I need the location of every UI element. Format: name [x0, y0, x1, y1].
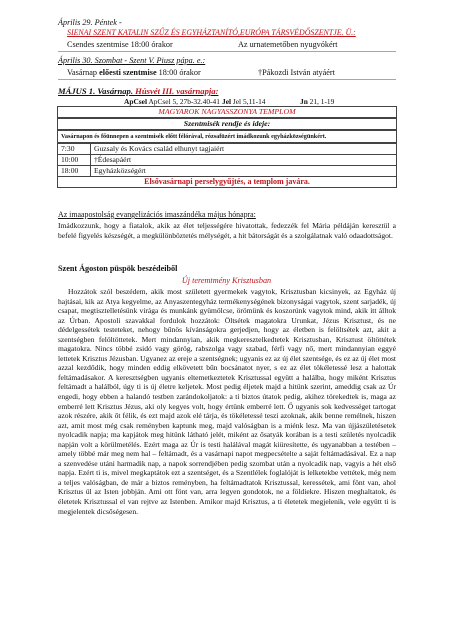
schedule-intention: †Édesapáért — [91, 155, 397, 166]
mass-schedule — [57, 143, 397, 188]
divider — [58, 79, 396, 80]
order-title: Szentmisék rendje és ideje: — [183, 119, 271, 128]
apr29-mass-note: Az urnatemetőben nyugvókért — [238, 40, 338, 49]
order-box — [57, 118, 397, 130]
apr30-day: Április 30. Szombat - Szent V. Piusz pápa. e.: — [58, 56, 206, 65]
apr29-day: Április 29. Péntek - — [58, 18, 122, 27]
church-name: MAGYAROK NAGYASSZONYA TEMPLOM — [158, 107, 296, 116]
apr30-intention: †Pákozdi István atyáért — [258, 68, 335, 77]
schedule-row — [58, 144, 397, 155]
schedule-row — [58, 166, 397, 177]
rosary-box — [57, 130, 397, 143]
schedule-time: 7:30 — [58, 144, 91, 155]
schedule-time: 18:00 — [58, 166, 91, 177]
rosary-note: Vasárnapon és főünnepen a szentmisék előtt félórával, rózsafüzért imádkozunk egyházközségünkért. — [61, 133, 327, 140]
divider — [58, 51, 396, 52]
schedule-time: 10:00 — [58, 155, 91, 166]
sermon-title: Szent Ágoston püspök beszédeiből — [58, 264, 178, 273]
apr29-mass: Csendes szentmise 18:00 órakor — [67, 40, 173, 49]
may1-day: MÁJUS 1. Vasárnap. Húsvét III. vasárnapja: — [58, 86, 219, 96]
gospel: Jn 21, 1-19 — [300, 97, 335, 106]
prayer-text: Imádkozzunk, hogy a fiatalok, akik az élet teljességére hivatottak, fedezzék fel Mária példáján keresztül a befelé figyelés készségét, a megkülönböztetés mélységét, a hit bátorságát és a szolgálatnak való odaadottságot. — [58, 221, 396, 240]
sermon-subtitle: Új teremtmény Krisztusban — [181, 276, 272, 285]
apr30-mass: Vasárnap előesti szentmise 18:00 órakor — [67, 68, 201, 77]
schedule-intention: Guzsaly és Kovács család elhunyt tagjaiért — [91, 144, 397, 155]
church-box — [57, 106, 397, 118]
reading-1: ApCsel ApCsel 5, 27b-32.40-41 — [124, 97, 220, 106]
reading-2: Jel Jel 5,11-14 — [222, 97, 266, 106]
schedule-row — [58, 155, 397, 166]
sermon-text: Hozzátok szól beszédem, akik most született gyermekek vagytok, Krisztusban kicsinyek, az Egyház új hajtásai, kik az Atya kegyelme, az Anyaszentegyház termékenységének bizonyságai vagytok, szent sarjadék, új csapat, megtisztelletésünk virága és munkánk gyümölcse, örömünk és koszorúnk vagytok mind, akik itt álltok az Úrban. Apostoli szavakkal fordulok hozzátok: Öltsétek magatokra Urunkat, Jézus Krisztust, és ne dédelgessétek testeteket, nehogy bűnös kívánságokra gerjedjen, hogy az életben is felöltsétek azt, akit a szentségben felöltöttetek. Mert mindannyian, akik megkeresztelkedtetek Krisztusban, Krisztust öltöttétek magatokra. Nincs többé zsidó vagy görög, rabszolga vagy szabad, férfi vagy nő, mert mindannyian eggyé lettetek Krisztus Jézusban. Ugyanez az ereje a szentségnek; ugyanis ez az új élet szentsége, és ez az új élet most azzal kezdődik, hogy minden eddig elkövetett bűn bocsánatot nyer, s ez az élet tökéletessé lesz a halottak feltámadásakor. A keresztségben ugyanis eltemetkeztetek Krisztussal együtt a halálba, hogy miként Krisztus feltámadt a halálból, úgy ti is új életre keljetek. Most pedig éljetek majd a hitünk szerint, ameddig csak az Úr engedi, hogy ebben a halandó testben zarándokoljatok: a ti biztos útatok pedig, akihez törekedtek is, maga az emberré lett Krisztus Jézus, aki oly kegyes volt, hogy értünk emberré lett. Ő ugyanis sok kedvességet tartogat azok részére, akik őt félik, és ezt majd azok elé tárja, és tökéletessé teszi azoknak, akik benne remélnek, hiszen azt, amit most még csak reményben kaptunk meg, majd valóságban is a miénk lesz. Ma van újjászületésetek nyolcadik napja; ma kapjátok meg hitünk látható jelét, miként az ősatyák korában is a testi születés nyolcadik napján volt a körülmetélés. Ezért maga az Úr is testi halálával magát kiüresítette, és ugyanabban a testében – amely többé már meg nem hal – feltámadt, és a vasárnapi napot megpecsételte a saját feltámadásával. Ez a nap a szenvedése utáni harmadik nap, a napok sorrendjében pedig szombat után a nyolcadik nap, vagyis a hét első napja. Ezért ti is, mivel megkaptátok ezt a szentséget, és a Szentlélek foglalóját is lelketekbe vettétek, még nem a teljes valóságban, de már a biztos reményben, ha feltámadtatok Krisztussal, keressétek, ami fönt van, ahol Krisztus ül az Isten jobbján. Ami ott fönt van, arra legyen gondotok, ne a földiekre. Hiszen meghaltatok, és életetek Krisztussal el van rejtve az Istenben. Amikor majd Krisztus, a ti életetek megjelenik, vele együtt ti is megjelentek dicsőségesen. — [58, 287, 396, 516]
schedule-intention: Egyházközségért — [91, 166, 397, 177]
collection-row — [58, 177, 397, 188]
prayer-heading: Az imaapostolság evangelizációs imaszándéka május hónapra: — [58, 210, 256, 219]
collection-note: Elsővasárnapi perselygyűjtés, a templom javára. — [58, 177, 397, 188]
apr29-feast: SIENAI SZENT KATALIN SZŰZ ÉS EGYHÁZTANÍTÓ,EURÓPA TÁRSVÉDŐSZENTJE. Ü.: — [67, 28, 356, 37]
